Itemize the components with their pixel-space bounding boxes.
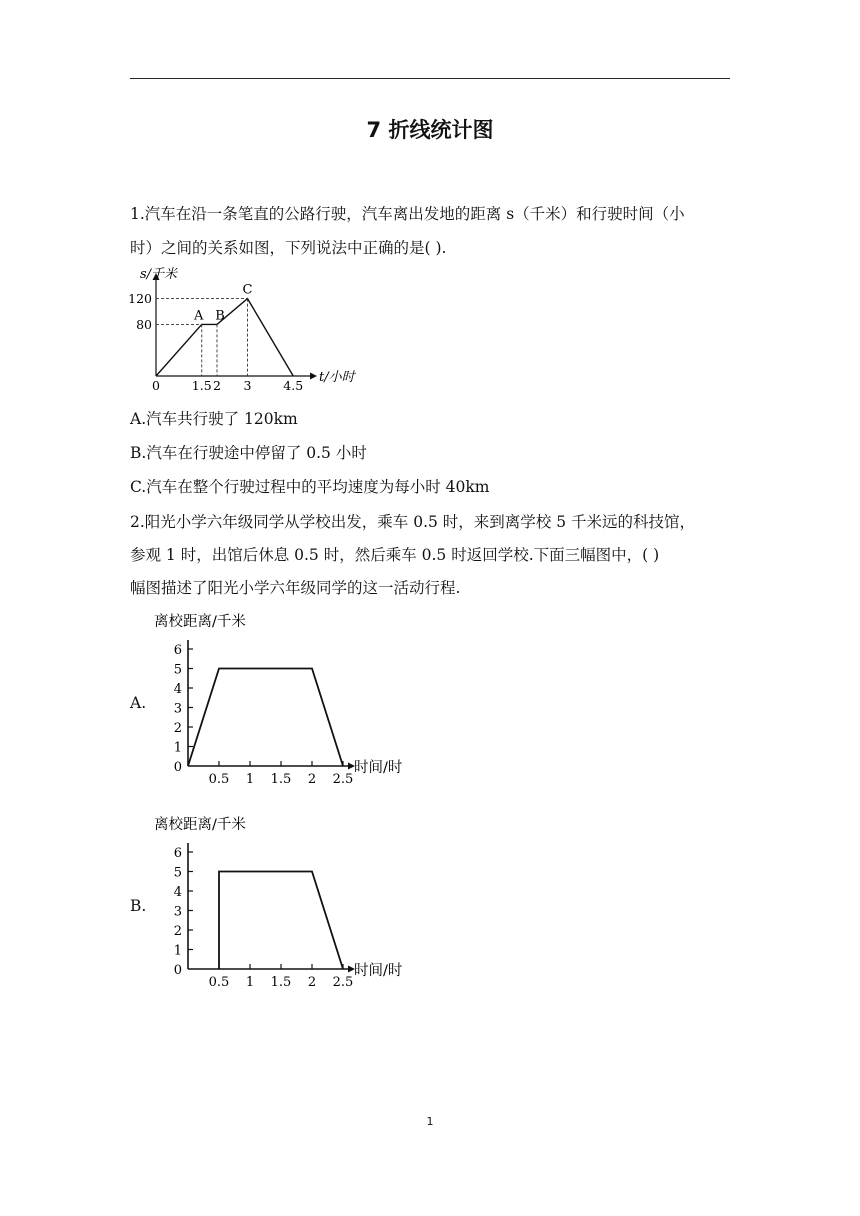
q2-option-a-label: A. bbox=[130, 694, 147, 712]
y-tick-label: 80 bbox=[136, 316, 152, 332]
y-tick-label: 2 bbox=[173, 721, 182, 736]
x-tick-label: 2.5 bbox=[332, 772, 354, 787]
y-tick-label: 1 bbox=[173, 943, 182, 959]
y-tick-label: 6 bbox=[173, 643, 182, 658]
q2-text-line1: 2.阳光小学六年级同学从学校出发，乘车 0.5 时，来到离学校 5 千米远的科技馆， bbox=[130, 513, 696, 531]
series-line bbox=[188, 669, 343, 767]
x-tick-label: 2.5 bbox=[332, 975, 354, 990]
y-tick-label: 0 bbox=[173, 760, 182, 775]
y-tick-label: 1 bbox=[173, 740, 182, 756]
q1-distance-time-chart bbox=[110, 262, 370, 398]
y-axis-label: 离校距离/千米 bbox=[154, 614, 246, 630]
y-tick-label: 4 bbox=[173, 885, 182, 900]
y-tick-label: 0 bbox=[173, 963, 182, 978]
x-axis-arrow bbox=[310, 373, 317, 380]
point-label-B: B bbox=[215, 308, 225, 324]
q1-text-line1: 1.汽车在沿一条笔直的公路行驶，汽车离出发地的距离 s（千米）和行驶时间（小 bbox=[130, 205, 685, 223]
q2-text-line2: 参观 1 时，出馆后休息 0.5 时，然后乘车 0.5 时返回学校.下面三幅图中，( ) bbox=[130, 546, 660, 564]
x-tick-label: 1 bbox=[245, 772, 255, 787]
y-tick-label: 5 bbox=[173, 865, 182, 881]
x-tick-label: 4.5 bbox=[283, 378, 304, 393]
x-tick-label: 1 bbox=[245, 975, 255, 990]
x-axis-label: 时间/时 bbox=[354, 963, 403, 979]
q2-option-b-chart bbox=[150, 811, 430, 991]
y-tick-label: 6 bbox=[173, 846, 182, 861]
q1-option-b: B.汽车在行驶途中停留了 0.5 小时 bbox=[130, 444, 367, 462]
x-tick-label: 1.5 bbox=[191, 378, 212, 393]
page-number: 1 bbox=[426, 1115, 434, 1128]
x-axis-label: t/小时 bbox=[319, 370, 355, 385]
x-tick-label: 2 bbox=[213, 378, 221, 393]
y-tick-label: 120 bbox=[128, 291, 152, 307]
x-tick-label: 2 bbox=[307, 772, 317, 787]
point-label-C: C bbox=[242, 282, 253, 298]
origin-label: 0 bbox=[152, 378, 160, 393]
x-tick-label: 3 bbox=[243, 378, 252, 393]
x-tick-label: 1.5 bbox=[270, 975, 292, 990]
y-tick-label: 2 bbox=[173, 924, 182, 939]
series-line bbox=[219, 872, 343, 970]
x-axis-label: 时间/时 bbox=[354, 760, 403, 776]
y-axis-label: 离校距离/千米 bbox=[154, 817, 246, 833]
y-tick-label: 5 bbox=[173, 662, 182, 678]
q1-text-line2: 时）之间的关系如图，下列说法中正确的是( ). bbox=[130, 239, 447, 257]
y-tick-label: 4 bbox=[173, 682, 182, 697]
x-tick-label: 0.5 bbox=[208, 772, 230, 787]
x-tick-label: 0.5 bbox=[208, 975, 230, 990]
q1-option-a: A.汽车共行驶了 120km bbox=[130, 410, 298, 428]
point-label-A: A bbox=[194, 308, 204, 324]
q2-option-b-label: B. bbox=[130, 897, 147, 915]
q2-option-a-chart bbox=[150, 608, 430, 788]
q2-text-line3: 幅图描述了阳光小学六年级同学的这一活动行程. bbox=[130, 579, 461, 597]
y-tick-label: 3 bbox=[173, 701, 182, 717]
q1-option-c: C.汽车在整个行驶过程中的平均速度为每小时 40km bbox=[130, 478, 490, 496]
header-rule bbox=[130, 78, 730, 79]
x-tick-label: 1.5 bbox=[270, 772, 292, 787]
y-tick-label: 3 bbox=[173, 904, 182, 920]
page-title: 7 折线统计图 bbox=[366, 118, 494, 142]
x-tick-label: 2 bbox=[307, 975, 317, 990]
y-axis-label: s/千米 bbox=[140, 267, 178, 282]
